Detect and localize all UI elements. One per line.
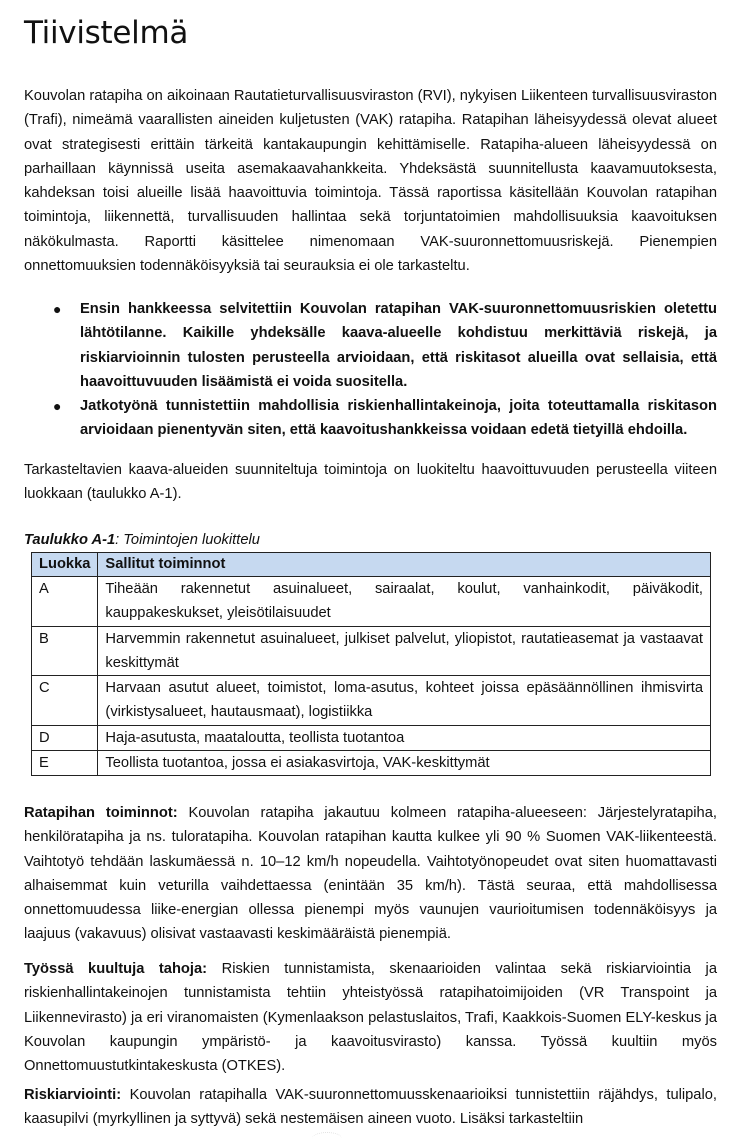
- section-label: Työssä kuultuja tahoja:: [24, 961, 208, 977]
- table-header-row: [32, 553, 711, 577]
- section-risk-assessment: [24, 1083, 717, 1132]
- classification-table: [31, 552, 711, 776]
- section-text: Riskien tunnistamista, skenaarioiden valintaa sekä riskiarviointia ja riskienhallintakeinojen tunnistamista tehtiin yhteistyössä ratapihatoimijoiden (VR Transpoint ja Liikennevirasto) ja eri viranomaisten (Kymenlaakson pelastuslaitos, Trafi, Kaakkois-Suomen ELY-keskus ja Kouvolan kaupungin ympäristö- ja kaavoitusvirasto) kanssa. Työssä kuultiin myös Onnettomuustutkintakeskusta (OTKES).: [24, 961, 717, 1075]
- section-label: Riskiarviointi:: [24, 1087, 122, 1103]
- activities-cell: Teollista tuotantoa, jossa ei asiakasvirtoja, VAK-keskittymät: [98, 751, 711, 776]
- findings-list: [24, 297, 717, 443]
- activities-cell: Harvaan asutut alueet, toimistot, loma-asutus, kohteet joissa epäsäännöllinen ihmisvirta (virkistysalueet, hautausmaat), logistiikka: [98, 676, 711, 726]
- header-grade: Luokka: [32, 553, 98, 577]
- section-stakeholders: [24, 957, 717, 1078]
- table-row: [32, 626, 711, 676]
- table-row: [32, 725, 711, 750]
- bullet-text: Jatkotyönä tunnistettiin mahdollisia riskienhallintakeinoja, joita toteuttamalla riskitason arvioidaan pienentyvän siten, että kaavoitushankkeissa voidaan edetä tietyillä ehdoilla.: [80, 398, 717, 439]
- section-yard-operations: [24, 801, 717, 947]
- header-activities: Sallitut toiminnot: [98, 553, 711, 577]
- grade-cell: B: [32, 626, 98, 676]
- activities-cell: Tiheään rakennetut asuinalueet, sairaalat, koulut, vanhainkodit, päiväkodit, kauppakeskukset, yleisötilaisuudet: [98, 577, 711, 627]
- watermark-icon: [312, 1132, 342, 1145]
- list-item: [24, 394, 717, 443]
- page-title: Tiivistelmä: [24, 15, 189, 51]
- list-item: [24, 297, 717, 394]
- bullet-text: Ensin hankkeessa selvitettiin Kouvolan ratapihan VAK-suuronnettomuusriskien oletettu lähtötilanne. Kaikille yhdeksälle kaava-alueelle kohdistuu merkittäviä riskejä, ja riskiarvioinnin tulosten perusteella arvioidaan, että riskitasot alueilla ovat sellaisia, että haavoittuvuuden lisäämistä ei voida suositella.: [80, 301, 717, 390]
- table-row: [32, 577, 711, 627]
- grade-cell: C: [32, 676, 98, 726]
- classification-paragraph: Tarkasteltavien kaava-alueiden suunniteltuja toimintoja on luokiteltu haavoittuvuuden perusteella viiteen luokkaan (taulukko A-1).: [24, 462, 717, 503]
- table-row: [32, 751, 711, 776]
- section-label: Ratapihan toiminnot:: [24, 805, 178, 821]
- activities-cell: Harvemmin rakennetut asuinalueet, julkiset palvelut, yliopistot, rautatieasemat ja vastaavat keskittymät: [98, 626, 711, 676]
- bullet-icon: ●: [53, 301, 62, 317]
- grade-cell: D: [32, 725, 98, 750]
- intro-paragraph: Kouvolan ratapiha on aikoinaan Rautatieturvallisuusviraston (RVI), nykyisen Liikenteen turvallisuusviraston (Trafi), nimeämä vaarallisten aineiden kuljetusten (VAK) ratapiha. Ratapihan läheisyydessä olevat alueet ovat strategisesti erittäin tärkeitä kantakaupungin kehittämiselle. Ratapiha-alueen läheisyydessä on parhaillaan käynnissä useita asemakaavahankkeita. Yhdeksästä suunnitellusta kaavamuutoksesta, kahdeksan toisi alueille lisää haavoittuvia toimintoja. Tässä raportissa käsitellään Kouvolan ratapihan toimintoja, liikennettä, turvallisuuden hallintaa sekä torjuntatoimien mahdollisuuksia kaavoituksen näkökulmasta. Raportti käsittelee nimenomaan VAK-suuronnettomuusriskejä. Pienempien onnettomuuksien todennäköisyyksiä tai seurauksia ei ole tarkasteltu.: [24, 88, 717, 275]
- table-caption-text: : Toimintojen luokittelu: [115, 532, 260, 548]
- section-text: Kouvolan ratapihalla VAK-suuronnettomuusskenaarioiksi tunnistettiin räjähdys, tulipalo, kaasupilvi (myrkyllinen ja syttyvä) sekä nestemäisen aineen vuoto. Lisäksi tarkasteltiin: [24, 1087, 717, 1128]
- grade-cell: E: [32, 751, 98, 776]
- bullet-icon: ●: [53, 398, 62, 415]
- table-caption-label: Taulukko A-1: [24, 532, 116, 548]
- activities-cell: Haja-asutusta, maataloutta, teollista tuotantoa: [98, 725, 711, 750]
- table-caption: [24, 530, 260, 550]
- table-row: [32, 676, 711, 726]
- section-text: Kouvolan ratapiha jakautuu kolmeen ratapiha-alueeseen: Järjestelyratapiha, henkilöratapiha ja ns. tuloratapiha. Kouvolan ratapihan kautta kulkee yli 90 % Suomen VAK-liikenteestä. Vaihtotyö tehdään laskumäessä n. 10–12 km/h nopeudella. Vaihtotyönopeudet ovat siten huomattavasti alhaisemmat kuin veturilla vaihdettaessa (enintään 35 km/h). Tästä seuraa, että mahdollisessa onnettomuudessa liike-energian ollessa pienempi myös vaunujen vaurioitumisen todennäköisyys ja laajuus (vakavuus) olisivat vastaavasti keskimääräistä pienempiä.: [24, 805, 717, 943]
- grade-cell: A: [32, 577, 98, 627]
